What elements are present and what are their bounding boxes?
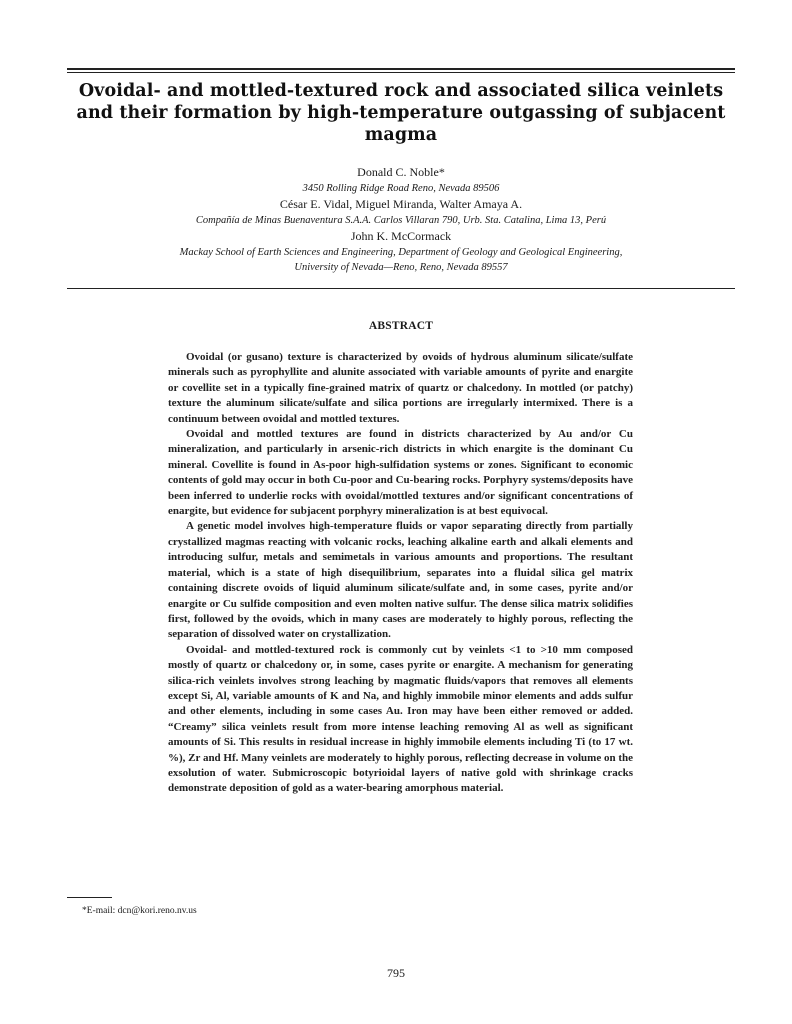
abstract-heading: ABSTRACT [368, 320, 434, 332]
page-number: 795 [387, 966, 405, 980]
author-affiliation: University of Nevada—Reno, Reno, Nevada 89557 [294, 262, 508, 273]
author-affiliation: Compañía de Minas Buenaventura S.A.A. Carlos Villaran 790, Urb. Sta. Catalina, Lima 13, Perú [195, 215, 607, 226]
author-name: César E. Vidal, Miguel Miranda, Walter Amaya A. [279, 197, 523, 211]
footnote-email: *E-mail: dcn@kori.reno.nv.us [82, 906, 197, 916]
abstract-paragraph: Ovoidal- and mottled-textured rock is commonly cut by veinlets <1 to >10 mm composed mostly of quartz or chalcedony or, in some, cases pyrite or enargite. A mechanism for generating silica-rich veinlets involves strong leaching by magmatic fluids/vapors that removes all elements except Si, Al, variable amounts of K and Na, and highly immobile minor elements and adds sulfur and other elements, including in some cases Au. Iron may have been either removed or added. “Creamy” silica veinlets result from more intense leaching removing Al as well as significant amounts of Si. This results in residual increase in highly immobile elements including Ti (to 17 wt. %), Zr and Hf. Many veinlets are moderately to highly porous, reflecting decrease in volume on the exsolution of water. Submicroscopic botyrioidal layers of native gold with shrinkage cracks demonstrate deposition of gold as a water-bearing amorphous material. [168, 643, 633, 795]
abstract-paragraph: A genetic model involves high-temperature fluids or vapor separating directly from partially crystallized magmas reacting with volcanic rocks, leaching alkaline earth and alkali elements and introducing sulfur, metals and semimetals in various amounts and proportions. The resultant material, which is a state of high disequilibrium, separates into a fluidal silica gel matrix containing discrete ovoids of liquid aluminum silicate/sulfate and, in some cases, pyrite and/or enargite or Cu sulfide composition and even molten native sulfur. The dense silica matrix solidifies first, followed by the ovoids, which in many cases are moderately to highly porous, reflecting the separation of dissolved water on crystallization. [168, 520, 633, 641]
abstract-paragraph: Ovoidal (or gusano) texture is characterized by ovoids of hydrous aluminum silicate/sulfate minerals such as pyrophyllite and alunite associated with variable amounts of pyrite and enargite or covellite set in a typically fine-grained matrix of quartz or chalcedony. In mottled (or patchy) texture the aluminum silicate/sulfate and silica portions are irregularly intermixed. There is a continuum between ovoidal and mottled textures. [168, 351, 633, 425]
abstract-body [168, 350, 633, 797]
author-name: John K. McCormack [350, 229, 452, 243]
author-affiliation: 3450 Rolling Ridge Road Reno, Nevada 89506 [302, 183, 500, 194]
abstract-paragraph: Ovoidal and mottled textures are found in districts characterized by Au and/or Cu mineralization, and particularly in arsenic-rich districts in which enargite is the dominant Cu mineral. Covellite is found in As-poor high-sulfidation systems or zones. Significant to economic contents of gold may occur in both Cu-poor and Cu-bearing rocks. Porphyry systems/deposits have been inferred to underlie rocks with ovoidal/mottled textures and/or significant concentrations of enargite, but evidence for subjacent porphyry mineralization is at best equivocal. [168, 428, 633, 518]
paper-title: Ovoidal- and mottled-textured rock and associated silica veinlets and their formation by high-temperature outgassing of subjacent magma [76, 81, 726, 145]
author-separator-rule [67, 288, 735, 289]
footnote-rule [67, 897, 112, 898]
top-rule-thick [67, 68, 735, 70]
author-block [67, 164, 735, 275]
author-affiliation: Mackay School of Earth Sciences and Engineering, Department of Geology and Geological Engineering, [179, 247, 623, 258]
top-rule-thin [67, 72, 735, 73]
author-name: Donald C. Noble* [357, 165, 445, 179]
